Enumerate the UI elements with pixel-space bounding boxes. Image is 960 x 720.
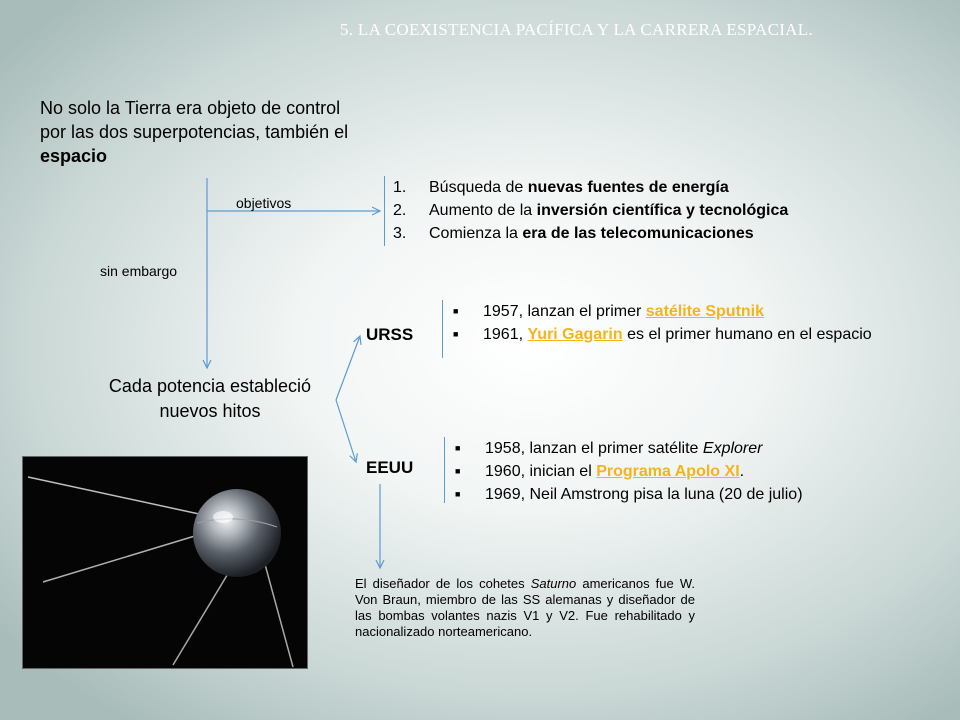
slide-title: 5. LA COEXISTENCIA PACÍFICA Y LA CARRERA ESPACIAL. [340, 20, 813, 39]
objetivos-list [384, 176, 788, 246]
label-sin-embargo: sin embargo [100, 263, 178, 279]
intro-bold: espacio [40, 146, 108, 166]
link-apolo[interactable]: Programa Apolo XI [596, 463, 740, 480]
label-urss: URSS [366, 325, 414, 344]
list-item: ■ 1960, inician el Programa Apolo XI. [455, 463, 745, 480]
urss-list [442, 300, 872, 358]
list-item: 2. Aumento de la inversión científica y tecnológica [393, 202, 789, 219]
note-von-braun: El diseñador de los cohetes Saturno americanos fue W. Von Braun, miembro de las SS alemanas y diseñador de las bombas volantes nazis V1 y V2. Fue rehabilitado y nacionalizado norteamericano. [355, 576, 695, 639]
branch-urss [336, 336, 360, 400]
link-sputnik[interactable]: satélite Sputnik [645, 303, 765, 320]
list-item: 1. Búsqueda de nuevas fuentes de energía [393, 179, 729, 196]
label-eeuu: EEUU [366, 458, 414, 477]
eeuu-list [444, 437, 803, 503]
list-item: 3. Comienza la era de las telecomunicaciones [393, 225, 754, 242]
label-objetivos: objetivos [236, 195, 292, 211]
list-item: ■ 1957, lanzan el primer satélite Sputnik [453, 303, 765, 320]
sputnik-photo [22, 456, 308, 669]
branch-eeuu [336, 400, 356, 462]
intro-body: No solo la Tierra era objeto de control por las dos superpotencias, también el [40, 98, 349, 142]
list-item: ■ 1969, Neil Amstrong pisa la luna (20 de julio) [455, 486, 803, 503]
list-item: ■ 1958, lanzan el primer satélite Explorer [455, 440, 763, 457]
hitos-text: Cada potencia estableció nuevos hitos [108, 376, 312, 421]
link-gagarin[interactable]: Yuri Gagarin [527, 326, 623, 343]
list-item: ■ 1961, Yuri Gagarin es el primer humano en el espacio [453, 326, 872, 343]
